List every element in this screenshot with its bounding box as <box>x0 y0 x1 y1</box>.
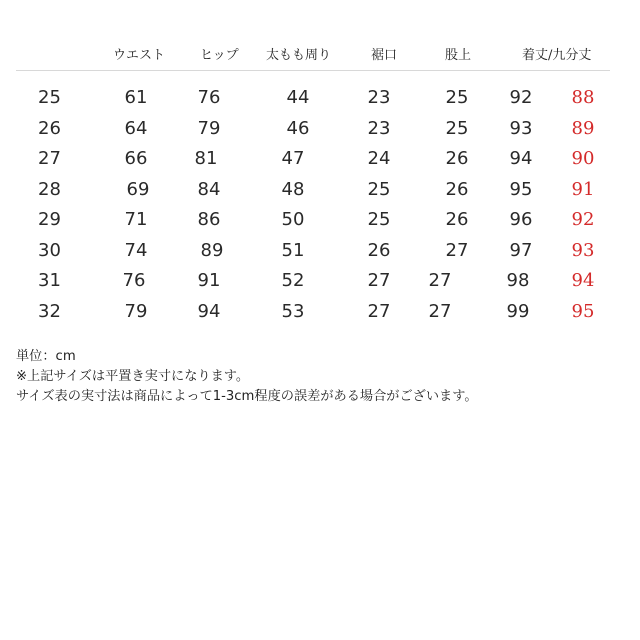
tolerance-note: サイズ表の実寸法は商品によって1-3cm程度の誤差がある場合がございます。 <box>16 389 478 404</box>
cell-ninth-length: 91 <box>571 178 595 200</box>
cell-rise: 27 <box>428 270 452 291</box>
table-row <box>16 299 610 330</box>
cell-hem: 24 <box>367 148 391 169</box>
cell-ninth-length: 88 <box>571 87 595 108</box>
cell-hip: 89 <box>200 239 224 261</box>
size-notes <box>16 347 478 407</box>
table-row <box>16 238 610 269</box>
size-table <box>16 40 610 329</box>
cell-ninth-length: 95 <box>571 300 595 322</box>
header-thigh: 太もも周り <box>266 48 332 63</box>
cell-hip: 84 <box>197 178 221 200</box>
table-row <box>16 116 610 147</box>
cell-rise: 26 <box>445 209 469 230</box>
cell-hem: 23 <box>367 117 391 139</box>
cell-hem: 27 <box>367 300 391 322</box>
cell-length: 95 <box>509 178 533 200</box>
cell-hem: 25 <box>367 209 391 230</box>
cell-thigh: 48 <box>281 178 305 200</box>
cell-length: 98 <box>506 270 530 291</box>
cell-hip: 79 <box>197 117 221 139</box>
cell-length: 92 <box>509 87 533 108</box>
cell-hip: 86 <box>197 209 221 230</box>
cell-waist: 66 <box>124 148 148 169</box>
cell-ninth-length: 92 <box>571 209 595 230</box>
table-body <box>16 85 610 329</box>
cell-rise: 25 <box>445 117 469 139</box>
cell-thigh: 51 <box>281 239 305 261</box>
cell-ninth-length: 93 <box>571 239 595 261</box>
cell-thigh: 53 <box>281 300 305 322</box>
cell-rise: 26 <box>445 148 469 169</box>
table-header <box>16 40 610 71</box>
cell-thigh: 46 <box>286 117 310 139</box>
cell-hem: 26 <box>367 239 391 261</box>
cell-thigh: 44 <box>286 87 310 108</box>
cell-hem: 25 <box>367 178 391 200</box>
cell-size: 29 <box>38 209 61 230</box>
header-hip: ヒップ <box>200 48 239 63</box>
cell-length: 97 <box>509 239 533 261</box>
cell-thigh: 52 <box>281 270 305 291</box>
cell-hem: 23 <box>367 87 391 108</box>
cell-waist: 76 <box>122 270 146 291</box>
cell-waist: 64 <box>124 117 148 139</box>
cell-thigh: 47 <box>281 148 305 169</box>
cell-rise: 27 <box>445 239 469 261</box>
measurement-note: ※上記サイズは平置き実寸になります。 <box>16 369 250 384</box>
unit-note: 単位：cm <box>16 349 76 364</box>
cell-waist: 79 <box>124 300 148 322</box>
cell-size: 26 <box>38 117 61 139</box>
cell-waist: 74 <box>124 239 148 261</box>
cell-size: 27 <box>38 148 61 169</box>
table-row <box>16 177 610 208</box>
cell-hip: 76 <box>197 87 221 108</box>
cell-thigh: 50 <box>281 209 305 230</box>
cell-hem: 27 <box>367 270 391 291</box>
cell-size: 32 <box>38 300 61 322</box>
cell-rise: 25 <box>445 87 469 108</box>
header-rise: 股上 <box>445 48 472 63</box>
cell-size: 25 <box>38 87 61 108</box>
table-row <box>16 207 610 238</box>
cell-rise: 27 <box>428 300 452 322</box>
cell-size: 30 <box>38 239 61 261</box>
cell-ninth-length: 94 <box>571 270 595 291</box>
cell-size: 28 <box>38 178 61 200</box>
cell-waist: 71 <box>124 209 148 230</box>
header-waist: ウエスト <box>113 48 166 63</box>
table-row <box>16 85 610 116</box>
cell-length: 96 <box>509 209 533 230</box>
cell-ninth-length: 89 <box>571 117 595 139</box>
cell-hip: 91 <box>197 270 221 291</box>
cell-length: 94 <box>509 148 533 169</box>
table-row <box>16 146 610 177</box>
cell-hip: 81 <box>194 148 218 169</box>
cell-length: 99 <box>506 300 530 322</box>
cell-waist: 69 <box>126 178 150 200</box>
cell-rise: 26 <box>445 178 469 200</box>
cell-ninth-length: 90 <box>571 148 595 169</box>
table-row <box>16 268 610 299</box>
header-length: 着丈/九分丈 <box>522 48 592 63</box>
header-hem: 裾口 <box>371 48 398 63</box>
cell-length: 93 <box>509 117 533 139</box>
cell-hip: 94 <box>197 300 221 322</box>
cell-size: 31 <box>38 270 61 291</box>
cell-waist: 61 <box>124 87 148 108</box>
